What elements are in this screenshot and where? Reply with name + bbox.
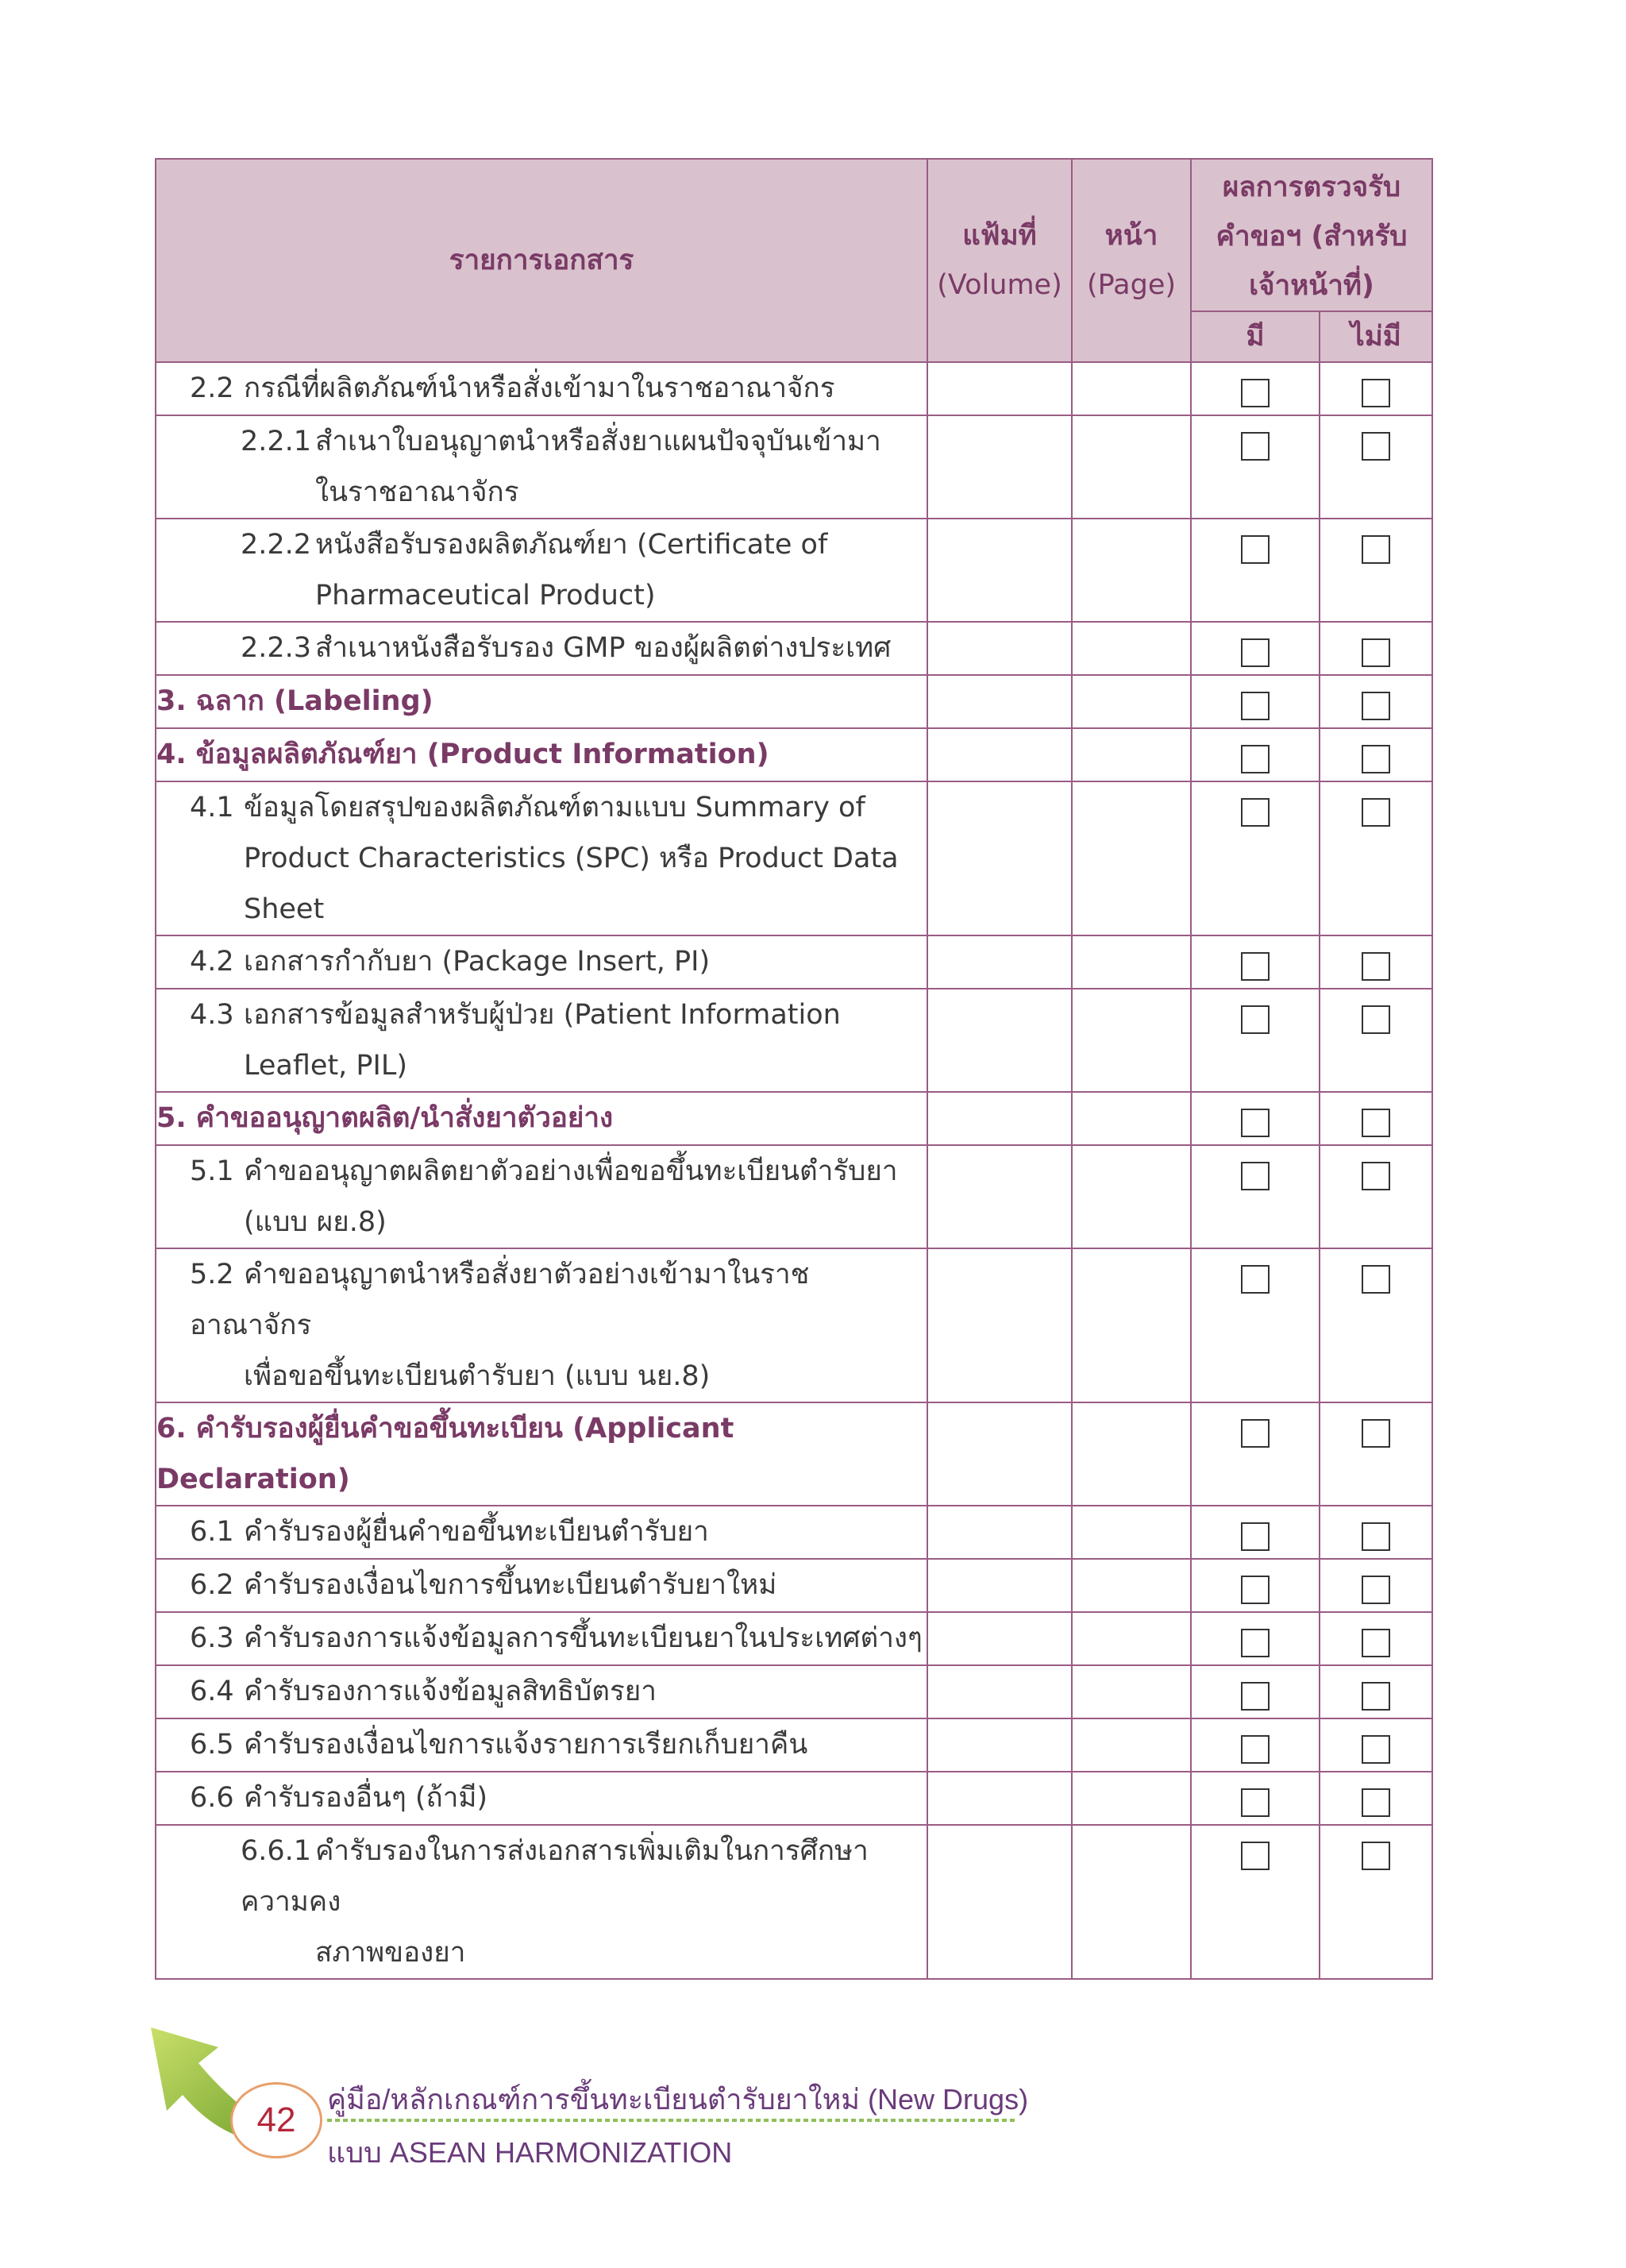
no-checkbox[interactable] <box>1362 1109 1390 1137</box>
yes-checkbox-cell <box>1191 1145 1320 1248</box>
no-checkbox[interactable] <box>1362 1735 1390 1764</box>
item-text-continued <box>156 1197 927 1248</box>
page-number: 42 <box>230 2082 322 2158</box>
document-item-cell <box>156 1559 927 1612</box>
volume-cell[interactable] <box>927 1772 1072 1825</box>
no-checkbox-cell <box>1320 728 1432 781</box>
yes-checkbox[interactable] <box>1241 1109 1270 1137</box>
item-number: 6.2 <box>190 1569 234 1601</box>
footer-title-line2: แบบ ASEAN HARMONIZATION <box>327 2136 733 2169</box>
page-cell[interactable] <box>1072 989 1191 1092</box>
item-text-continued <box>156 1927 927 1978</box>
document-item-cell <box>156 519 927 622</box>
page-cell[interactable] <box>1072 935 1191 989</box>
no-checkbox[interactable] <box>1362 798 1390 827</box>
no-checkbox-cell <box>1320 1718 1432 1772</box>
item-text: (แบบ ผย.8) <box>244 1206 387 1238</box>
table-row <box>156 1506 1432 1559</box>
table-row <box>156 1145 1432 1248</box>
page-cell[interactable] <box>1072 519 1191 622</box>
no-checkbox[interactable] <box>1362 1788 1390 1817</box>
yes-checkbox-cell <box>1191 989 1320 1092</box>
no-checkbox[interactable] <box>1362 952 1390 981</box>
item-text-continued <box>156 1351 927 1402</box>
table-row <box>156 1559 1432 1612</box>
item-text: สำเนาหนังสือรับรอง GMP ของผู้ผลิตต่างประเทศ <box>315 632 892 664</box>
item-text-continued <box>156 1040 927 1091</box>
table-row <box>156 1612 1432 1665</box>
yes-checkbox[interactable] <box>1241 1265 1270 1294</box>
table-row <box>156 935 1432 989</box>
table-row <box>156 1665 1432 1718</box>
no-checkbox[interactable] <box>1362 1005 1390 1034</box>
page-cell[interactable] <box>1072 1506 1191 1559</box>
no-checkbox[interactable] <box>1362 379 1390 407</box>
yes-checkbox[interactable] <box>1241 745 1270 773</box>
item-number: 6.6.1 <box>241 1835 312 1867</box>
document-item-cell <box>156 415 927 519</box>
document-item-first-line <box>156 623 927 673</box>
volume-cell[interactable] <box>927 989 1072 1092</box>
header-page-thai: หน้า <box>1104 220 1158 252</box>
table-row <box>156 781 1432 935</box>
document-item-cell <box>156 362 927 415</box>
volume-cell[interactable] <box>927 1506 1072 1559</box>
yes-checkbox[interactable] <box>1241 1162 1270 1190</box>
document-item-first-line <box>156 1403 927 1505</box>
volume-cell[interactable] <box>927 1402 1072 1506</box>
no-checkbox-cell <box>1320 1092 1432 1145</box>
yes-checkbox-cell <box>1191 415 1320 519</box>
document-item-first-line <box>156 363 927 414</box>
no-checkbox-cell <box>1320 519 1432 622</box>
volume-cell[interactable] <box>927 781 1072 935</box>
page-cell[interactable] <box>1072 728 1191 781</box>
no-checkbox[interactable] <box>1362 1629 1390 1657</box>
volume-cell[interactable] <box>927 728 1072 781</box>
table-row <box>156 1718 1432 1772</box>
page-cell[interactable] <box>1072 1559 1191 1612</box>
no-checkbox-cell <box>1320 1145 1432 1248</box>
page-cell[interactable] <box>1072 1402 1191 1506</box>
header-page <box>1072 159 1191 362</box>
document-item-first-line <box>156 1506 927 1557</box>
document-item-first-line <box>156 1560 927 1610</box>
document-item-cell <box>156 675 927 728</box>
item-number: 6.3 <box>190 1622 234 1654</box>
item-text-continued <box>156 833 927 884</box>
item-text-continued <box>156 467 927 518</box>
yes-checkbox-cell <box>1191 1248 1320 1402</box>
table-row <box>156 622 1432 675</box>
item-number: 6.4 <box>190 1676 234 1707</box>
no-checkbox-cell <box>1320 1248 1432 1402</box>
item-number: 6. <box>156 1413 187 1444</box>
item-text: สำเนาใบอนุญาตนำหรือสั่งยาแผนปัจจุบันเข้ามา <box>315 426 881 457</box>
document-checklist-table <box>155 158 1433 1980</box>
item-text: คำรับรองเงื่อนไขการแจ้งรายการเรียกเก็บยาคืน <box>244 1729 808 1761</box>
no-checkbox[interactable] <box>1362 1265 1390 1294</box>
document-item-first-line <box>156 1719 927 1770</box>
volume-cell[interactable] <box>927 1145 1072 1248</box>
checklist-rows <box>156 362 1432 1979</box>
no-checkbox-cell <box>1320 1772 1432 1825</box>
item-text-continued <box>156 570 927 621</box>
yes-checkbox-cell <box>1191 728 1320 781</box>
document-item-cell <box>156 935 927 989</box>
volume-cell[interactable] <box>927 1248 1072 1402</box>
page-cell[interactable] <box>1072 1772 1191 1825</box>
item-number: 2.2.2 <box>241 529 312 561</box>
yes-checkbox[interactable] <box>1241 379 1270 407</box>
yes-checkbox-cell <box>1191 622 1320 675</box>
page-cell[interactable] <box>1072 1825 1191 1979</box>
header-yes: มี <box>1191 311 1320 362</box>
yes-checkbox[interactable] <box>1241 952 1270 981</box>
item-number: 4. <box>156 739 187 770</box>
page-cell[interactable] <box>1072 622 1191 675</box>
item-text: คำขออนุญาตผลิต/นำสั่งยาตัวอย่าง <box>195 1102 614 1134</box>
no-checkbox[interactable] <box>1362 1842 1390 1870</box>
document-item-first-line <box>156 1249 927 1351</box>
yes-checkbox-cell <box>1191 1506 1320 1559</box>
footer-divider <box>327 2119 1018 2122</box>
no-checkbox-cell <box>1320 1559 1432 1612</box>
item-number: 4.2 <box>190 946 234 978</box>
header-volume-en: (Volume) <box>937 269 1062 301</box>
no-checkbox-cell <box>1320 415 1432 519</box>
item-text: Pharmaceutical Product) <box>315 580 656 611</box>
document-item-cell <box>156 1092 927 1145</box>
item-text: Leaflet, PIL) <box>244 1050 408 1082</box>
item-text: คำขออนุญาตนำหรือสั่งยาตัวอย่างเข้ามาในราชอาณาจักร <box>190 1259 810 1341</box>
item-number: 2.2.1 <box>241 426 312 457</box>
yes-checkbox[interactable] <box>1241 1682 1270 1711</box>
header-volume <box>927 159 1072 362</box>
item-text: เพื่อขอขึ้นทะเบียนตำรับยา (แบบ นย.8) <box>244 1360 711 1392</box>
no-checkbox[interactable] <box>1362 1419 1390 1448</box>
item-text: เอกสารข้อมูลสำหรับผู้ป่วย (Patient Information <box>244 999 841 1031</box>
item-number: 4.1 <box>190 792 234 824</box>
page-cell[interactable] <box>1072 1092 1191 1145</box>
document-item-cell <box>156 728 927 781</box>
document-item-cell <box>156 989 927 1092</box>
item-text: สภาพของยา <box>315 1937 466 1969</box>
item-text: คำรับรองในการส่งเอกสารเพิ่มเติมในการศึกษาความคง <box>241 1835 869 1918</box>
no-checkbox-cell <box>1320 1612 1432 1665</box>
item-number: 6.1 <box>190 1516 234 1548</box>
header-result-line3: เจ้าหน้าที่) <box>1249 270 1374 302</box>
volume-cell[interactable] <box>927 362 1072 415</box>
no-checkbox-cell <box>1320 622 1432 675</box>
document-item-cell <box>156 1825 927 1979</box>
no-checkbox-cell <box>1320 362 1432 415</box>
yes-checkbox-cell <box>1191 1612 1320 1665</box>
item-text: ข้อมูลผลิตภัณฑ์ยา (Product Information) <box>195 739 769 770</box>
yes-checkbox-cell <box>1191 1718 1320 1772</box>
table-row <box>156 1825 1432 1979</box>
table-row <box>156 1772 1432 1825</box>
volume-cell[interactable] <box>927 1718 1072 1772</box>
no-checkbox[interactable] <box>1362 1682 1390 1711</box>
item-text: คำรับรองการแจ้งข้อมูลการขึ้นทะเบียนยาในประเทศต่างๆ <box>244 1622 923 1654</box>
item-text: เอกสารกำกับยา (Package Insert, PI) <box>244 946 711 978</box>
header-document-list: รายการเอกสาร <box>156 159 927 362</box>
volume-cell[interactable] <box>927 1092 1072 1145</box>
document-item-cell <box>156 1612 927 1665</box>
table-row <box>156 728 1432 781</box>
document-item-first-line <box>156 519 927 570</box>
item-number: 2.2 <box>190 372 234 404</box>
item-text: คำรับรองผู้ยื่นคำขอขึ้นทะเบียนตำรับยา <box>244 1516 709 1548</box>
yes-checkbox-cell <box>1191 1559 1320 1612</box>
yes-checkbox-cell <box>1191 362 1320 415</box>
document-item-first-line <box>156 782 927 833</box>
no-checkbox-cell <box>1320 675 1432 728</box>
footer-title-line1: คู่มือ/หลักเกณฑ์การขึ้นทะเบียนตำรับยาใหม่ (New Drugs) <box>327 2083 1029 2116</box>
yes-checkbox-cell <box>1191 1825 1320 1979</box>
yes-checkbox[interactable] <box>1241 1788 1270 1817</box>
yes-checkbox[interactable] <box>1241 1419 1270 1448</box>
yes-checkbox-cell <box>1191 1092 1320 1145</box>
header-result-line1: ผลการตรวจรับ <box>1222 172 1401 203</box>
item-text: Sheet <box>244 893 325 925</box>
item-number: 5.2 <box>190 1259 234 1290</box>
item-text: ข้อมูลโดยสรุปของผลิตภัณฑ์ตามแบบ Summary of <box>244 792 865 824</box>
document-item-first-line <box>156 1146 927 1197</box>
document-item-first-line <box>156 1772 927 1823</box>
no-checkbox-cell <box>1320 1825 1432 1979</box>
item-text: ฉลาก (Labeling) <box>195 685 433 717</box>
volume-cell[interactable] <box>927 415 1072 519</box>
no-checkbox[interactable] <box>1362 535 1390 564</box>
yes-checkbox[interactable] <box>1241 692 1270 720</box>
document-item-first-line <box>156 989 927 1040</box>
header-result-line2: คำขอฯ (สำหรับ <box>1216 221 1408 253</box>
table-row <box>156 415 1432 519</box>
volume-cell[interactable] <box>927 935 1072 989</box>
document-item-first-line <box>156 1826 927 1927</box>
item-number: 4.3 <box>190 999 234 1031</box>
yes-checkbox[interactable] <box>1241 1522 1270 1551</box>
item-number: 5.1 <box>190 1155 234 1187</box>
yes-checkbox-cell <box>1191 519 1320 622</box>
item-text: กรณีที่ผลิตภัณฑ์นำหรือสั่งเข้ามาในราชอาณาจักร <box>244 372 835 404</box>
header-no: ไม่มี <box>1320 311 1432 362</box>
document-item-cell <box>156 1506 927 1559</box>
item-text: คำรับรองเงื่อนไขการขึ้นทะเบียนตำรับยาใหม่ <box>244 1569 777 1601</box>
volume-cell[interactable] <box>927 622 1072 675</box>
document-item-cell <box>156 622 927 675</box>
table-row <box>156 989 1432 1092</box>
volume-cell[interactable] <box>927 519 1072 622</box>
header-result <box>1191 159 1432 311</box>
yes-checkbox[interactable] <box>1241 798 1270 827</box>
item-number: 6.6 <box>190 1782 234 1814</box>
page-cell[interactable] <box>1072 1248 1191 1402</box>
page-cell[interactable] <box>1072 675 1191 728</box>
page-cell[interactable] <box>1072 1718 1191 1772</box>
volume-cell[interactable] <box>927 1612 1072 1665</box>
item-text: คำรับรองอื่นๆ (ถ้ามี) <box>244 1782 488 1814</box>
table-row <box>156 1092 1432 1145</box>
document-item-first-line <box>156 1613 927 1664</box>
yes-checkbox-cell <box>1191 675 1320 728</box>
table-row <box>156 1402 1432 1506</box>
item-text: Product Characteristics (SPC) หรือ Product Data <box>244 843 899 874</box>
no-checkbox[interactable] <box>1362 692 1390 720</box>
yes-checkbox-cell <box>1191 1772 1320 1825</box>
page-cell[interactable] <box>1072 1612 1191 1665</box>
document-item-cell <box>156 1665 927 1718</box>
no-checkbox-cell <box>1320 989 1432 1092</box>
item-text: ในราชอาณาจักร <box>315 476 519 508</box>
no-checkbox[interactable] <box>1362 1162 1390 1190</box>
yes-checkbox[interactable] <box>1241 535 1270 564</box>
yes-checkbox[interactable] <box>1241 1629 1270 1657</box>
yes-checkbox-cell <box>1191 1402 1320 1506</box>
item-number: 2.2.3 <box>241 632 312 664</box>
page-cell[interactable] <box>1072 1145 1191 1248</box>
item-number: 6.5 <box>190 1729 234 1761</box>
no-checkbox[interactable] <box>1362 638 1390 667</box>
yes-checkbox-cell <box>1191 781 1320 935</box>
no-checkbox[interactable] <box>1362 432 1390 461</box>
yes-checkbox[interactable] <box>1241 638 1270 667</box>
item-text: คำรับรองผู้ยื่นคำขอขึ้นทะเบียน (Applicant Declaration) <box>156 1413 734 1495</box>
volume-cell[interactable] <box>927 1559 1072 1612</box>
volume-cell[interactable] <box>927 675 1072 728</box>
yes-checkbox[interactable] <box>1241 1005 1270 1034</box>
yes-checkbox-cell <box>1191 935 1320 989</box>
document-item-cell <box>156 781 927 935</box>
document-item-first-line <box>156 416 927 467</box>
document-item-cell <box>156 1402 927 1506</box>
yes-checkbox-cell <box>1191 1665 1320 1718</box>
no-checkbox-cell <box>1320 1402 1432 1506</box>
page-cell[interactable] <box>1072 362 1191 415</box>
page-cell[interactable] <box>1072 781 1191 935</box>
yes-checkbox[interactable] <box>1241 1576 1270 1604</box>
item-text: คำขออนุญาตผลิตยาตัวอย่างเพื่อขอขึ้นทะเบียนตำรับยา <box>244 1155 898 1187</box>
document-item-cell <box>156 1772 927 1825</box>
volume-cell[interactable] <box>927 1825 1072 1979</box>
page-cell[interactable] <box>1072 1665 1191 1718</box>
item-text-continued <box>156 884 927 935</box>
no-checkbox-cell <box>1320 1506 1432 1559</box>
document-item-first-line <box>156 936 927 987</box>
header-volume-thai: แฟ้มที่ <box>962 220 1037 252</box>
yes-checkbox[interactable] <box>1241 432 1270 461</box>
document-item-cell <box>156 1718 927 1772</box>
page-cell[interactable] <box>1072 415 1191 519</box>
no-checkbox[interactable] <box>1362 745 1390 773</box>
item-text: คำรับรองการแจ้งข้อมูลสิทธิบัตรยา <box>244 1676 657 1707</box>
no-checkbox-cell <box>1320 1665 1432 1718</box>
table-row <box>156 1248 1432 1402</box>
document-item-cell <box>156 1248 927 1402</box>
header-page-en: (Page) <box>1086 269 1177 301</box>
volume-cell[interactable] <box>927 1665 1072 1718</box>
document-item-first-line <box>156 1666 927 1717</box>
document-item-first-line <box>156 1093 927 1144</box>
table-row <box>156 675 1432 728</box>
document-item-cell <box>156 1145 927 1248</box>
document-item-first-line <box>156 729 927 780</box>
no-checkbox-cell <box>1320 935 1432 989</box>
no-checkbox[interactable] <box>1362 1522 1390 1551</box>
table-row <box>156 362 1432 415</box>
yes-checkbox[interactable] <box>1241 1735 1270 1764</box>
item-number: 3. <box>156 685 187 717</box>
no-checkbox-cell <box>1320 781 1432 935</box>
table-row <box>156 519 1432 622</box>
item-text: หนังสือรับรองผลิตภัณฑ์ยา (Certificate of <box>315 529 828 561</box>
item-number: 5. <box>156 1102 187 1134</box>
yes-checkbox[interactable] <box>1241 1842 1270 1870</box>
no-checkbox[interactable] <box>1362 1576 1390 1604</box>
document-item-first-line <box>156 676 927 727</box>
